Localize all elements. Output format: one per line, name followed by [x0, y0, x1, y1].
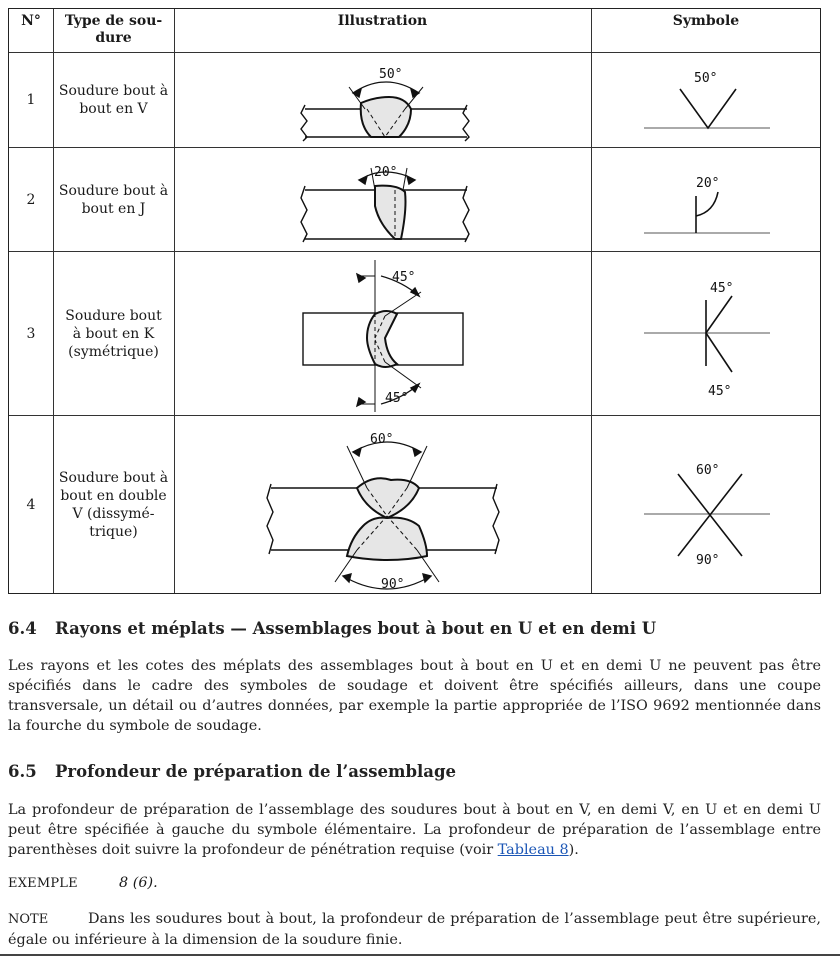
symbol-angle-bottom: 90° [696, 553, 720, 568]
symbol-angle: 20° [696, 176, 720, 191]
row-number: 3 [26, 325, 36, 342]
section-6-5-body [8, 800, 821, 860]
page-bottom-rule [0, 954, 840, 956]
example-value: 8 (6). [119, 875, 158, 891]
weld-type-label: Soudure bout à bout en V [58, 83, 169, 117]
row-number: 4 [26, 497, 36, 513]
illustration-angle: 20° [374, 165, 398, 180]
illustration-angle-top: 45° [392, 270, 416, 285]
double-v-weld-symbol [592, 416, 821, 594]
note-label: NOTE [8, 912, 49, 927]
double-v-weld-illustration [175, 416, 591, 594]
v-weld-illustration [175, 53, 591, 147]
k-weld-symbol [592, 252, 821, 415]
k-weld-illustration [175, 252, 591, 415]
section-title: Profondeur de préparation de l’assemblage [55, 762, 456, 781]
illustration-angle-bottom: 45° [385, 391, 409, 406]
illustration-angle: 50° [379, 67, 403, 82]
symbol-angle-top: 45° [710, 281, 734, 296]
example-label: EXEMPLE [8, 876, 78, 891]
row-number: 1 [26, 92, 36, 108]
header-symbol: Symbole [672, 13, 740, 29]
header-num: N° [21, 13, 41, 29]
illustration-angle-top: 60° [370, 432, 394, 447]
symbol-angle-top: 60° [696, 463, 720, 478]
j-weld-illustration [175, 148, 591, 251]
body-text: La profondeur de préparation de l’assemblage des soudures bout à bout en V, en demi V, en U et en demi U peut être spécifiée à gauche du symbole élémentaire. La profondeur de préparation de l’assemblage entre parenthèses doit suivre la profondeur de pénétration requise (voir [8, 802, 821, 858]
header-type: Type de sou- dure [64, 13, 163, 46]
symbol-angle: 50° [694, 71, 718, 86]
weld-type-label: Soudure bout à bout en J [58, 182, 169, 217]
body-text: ). [568, 842, 579, 858]
section-number: 6.4 [8, 619, 37, 638]
table-8-link[interactable]: Tableau 8 [497, 842, 569, 858]
section-heading-6-5 [8, 762, 456, 781]
v-weld-symbol [592, 53, 821, 147]
section-heading-6-4 [8, 619, 656, 638]
header-illustration: Illustration [337, 13, 428, 29]
note-paragraph [8, 909, 821, 950]
weld-types-table [8, 8, 821, 594]
section-number: 6.5 [8, 762, 37, 781]
illustration-angle-bottom: 90° [381, 577, 405, 592]
weld-type-label: Soudure bout à bout en K (symétrique) [65, 307, 162, 360]
j-weld-symbol [592, 148, 821, 251]
section-title: Rayons et méplats — Assemblages bout à bout en U et en demi U [55, 619, 657, 638]
weld-type-label: Soudure bout à bout en double V (dissymé- trique) [58, 470, 169, 540]
note-text: Dans les soudures bout à bout, la profondeur de préparation de l’assemblage peut être supérieure, égale ou inférieure à la dimension de la soudure finie. [8, 911, 821, 948]
symbol-angle-bottom: 45° [708, 384, 732, 399]
section-6-4-body: Les rayons et les cotes des méplats des assemblages bout à bout en U et en demi U ne peuvent pas être spécifiés dans le cadre des symboles de soudage et doivent être spécifiés ailleurs, dans une coupe transversale, un détail ou d’autres données, par exemple la partie appropriée de l’ISO 9692 mentionnée dans la fourche du symbole de soudage. [8, 658, 821, 734]
row-number: 2 [26, 191, 36, 208]
